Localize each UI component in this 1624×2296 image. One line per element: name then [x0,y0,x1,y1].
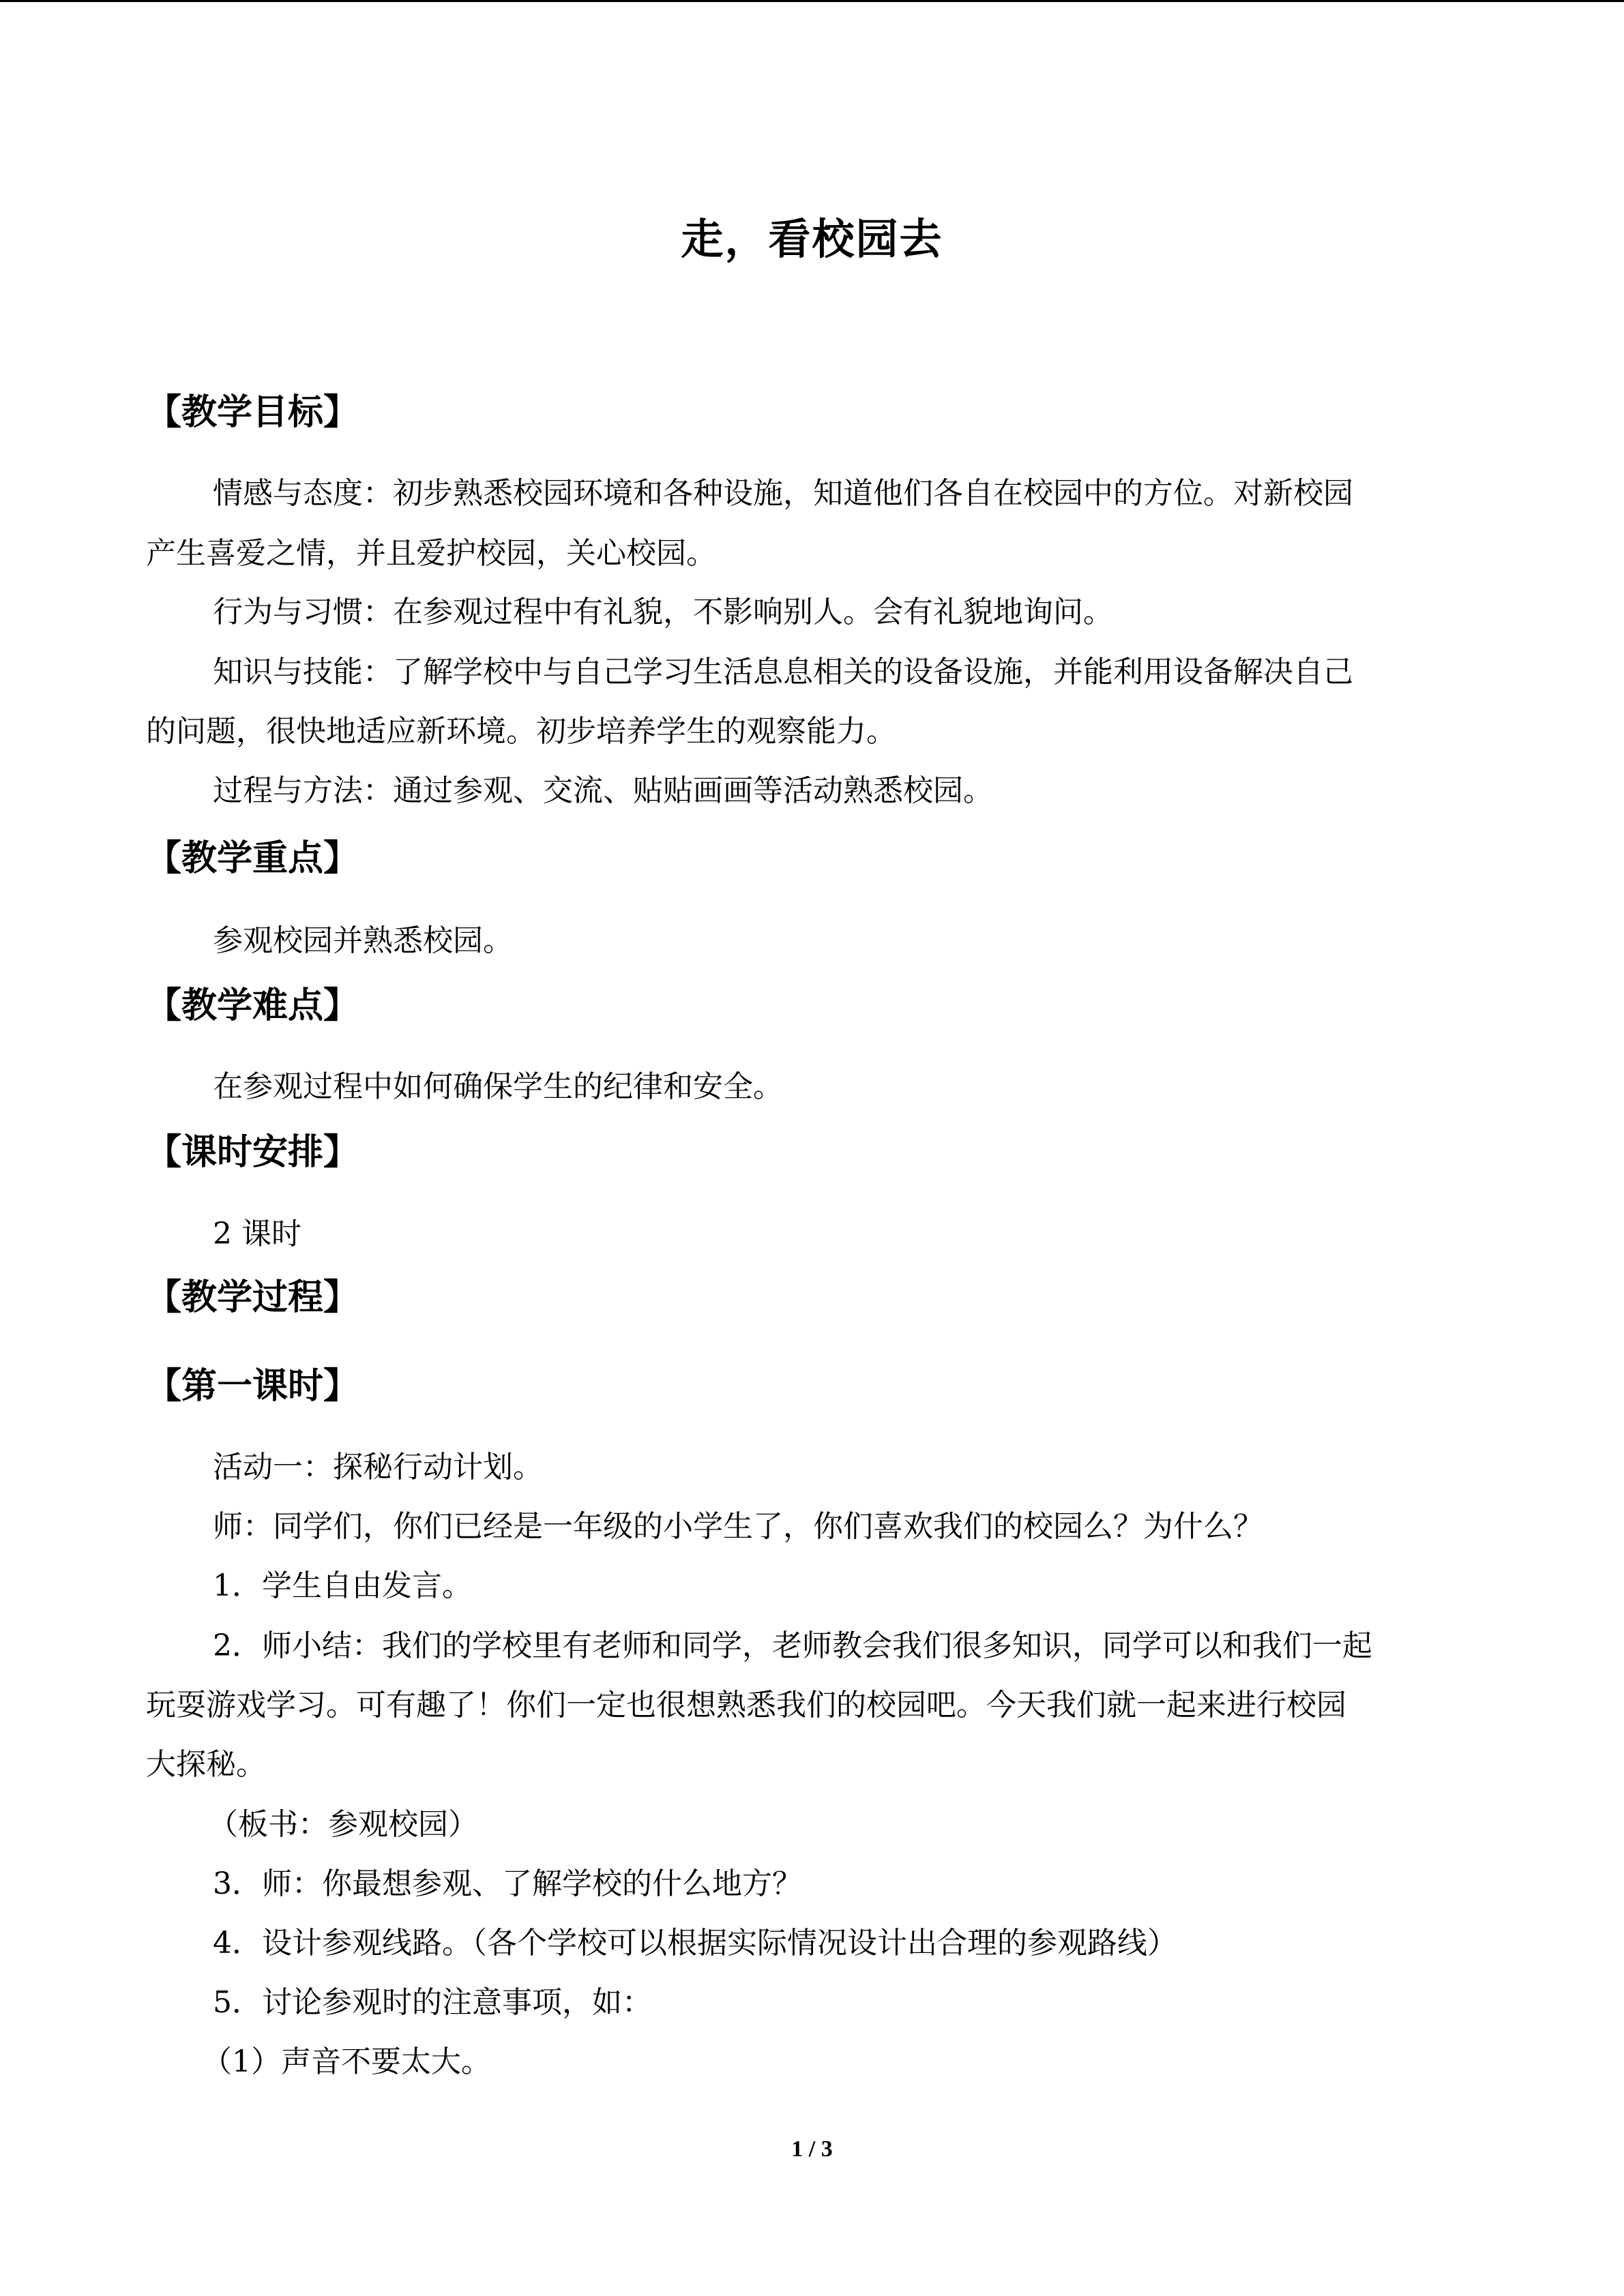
lesson-line-3: 1．学生自由发言。 [213,1568,472,1603]
goals-line-2: 产生喜爱之情，并且爱护校园，关心校园。 [146,536,716,571]
heading-first-lesson: 【第一课时】 [146,1366,359,1407]
key-points-text: 参观校园并熟悉校园。 [213,923,513,958]
goals-line-5: 的问题，很快地适应新环境。初步培养学生的观察能力。 [146,714,896,749]
heading-key-points: 【教学重点】 [146,838,359,879]
lesson-line-5: 玩耍游戏学习。可有趣了！你们一定也很想熟悉我们的校园吧。今天我们就一起来进行校园 [146,1688,1346,1723]
heading-teaching-goals: 【教学目标】 [146,392,359,433]
lesson-line-10: 5．讨论参观时的注意事项，如： [213,1985,652,2020]
lesson-line-11: （1）声音不要太大。 [202,2044,491,2079]
heading-schedule: 【课时安排】 [146,1132,359,1173]
lesson-line-7: （板书：参观校园） [208,1807,478,1842]
heading-process: 【教学过程】 [146,1277,359,1318]
lesson-line-6: 大探秘。 [146,1747,266,1782]
goals-line-3: 行为与习惯：在参观过程中有礼貌，不影响别人。会有礼貌地询问。 [213,595,1113,629]
page-number: 1 / 3 [791,2136,833,2162]
goals-line-1: 情感与态度：初步熟悉校园环境和各种设施，知道他们各自在校园中的方位。对新校园 [213,476,1353,511]
lesson-line-1: 活动一：探秘行动计划。 [213,1450,543,1485]
goals-line-6: 过程与方法：通过参观、交流、贴贴画画等活动熟悉校园。 [213,773,993,808]
document-title: 走，看校园去 [681,214,943,264]
lesson-line-9: 4．设计参观线路。（各个学校可以根据实际情况设计出合理的参观路线） [213,1926,1177,1960]
heading-difficulties: 【教学难点】 [146,985,359,1026]
top-border-rule [0,0,1624,2]
schedule-text: 2 课时 [213,1217,301,1251]
difficulties-text: 在参观过程中如何确保学生的纪律和安全。 [213,1069,783,1104]
lesson-line-2: 师：同学们，你们已经是一年级的小学生了，你们喜欢我们的校园么？为什么？ [213,1509,1263,1544]
lesson-line-8: 3．师：你最想参观、了解学校的什么地方？ [213,1866,802,1901]
goals-line-4: 知识与技能：了解学校中与自己学习生活息息相关的设备设施，并能利用设备解决自己 [213,655,1353,689]
lesson-line-4: 2．师小结：我们的学校里有老师和同学，老师教会我们很多知识，同学可以和我们一起 [213,1628,1372,1663]
